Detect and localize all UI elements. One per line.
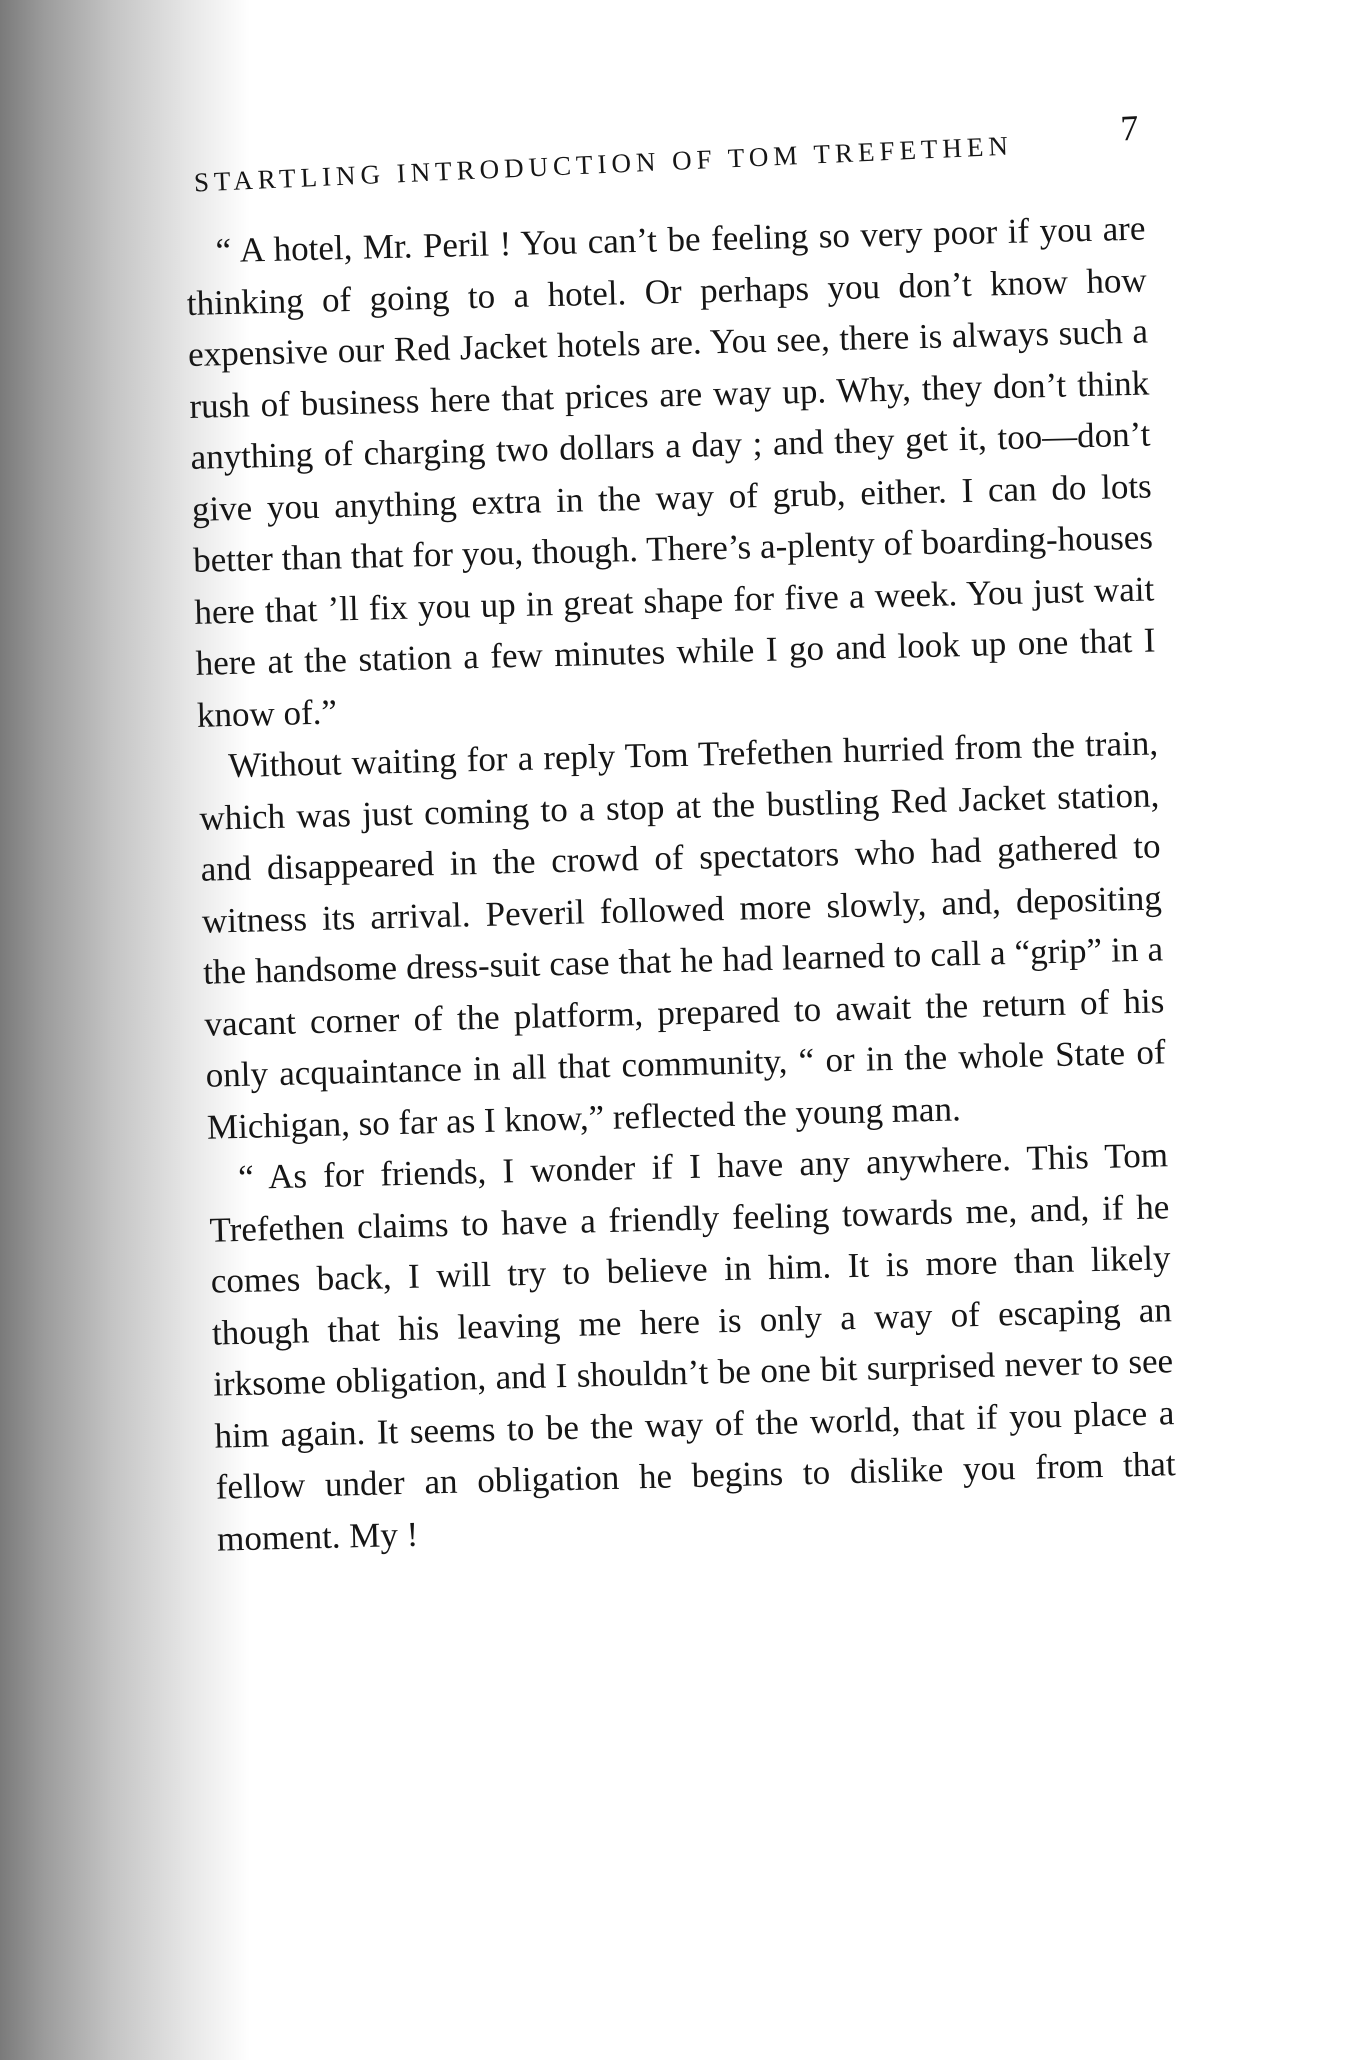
book-page bbox=[185, 107, 1177, 1565]
page-number: 7 bbox=[1119, 107, 1140, 149]
body-text bbox=[185, 203, 1177, 1565]
paragraph: “ A hotel, Mr. Peril ! You can’t be feeling so very poor if you are thinking of going to a hotel. Or perhaps you don’t know how expensive our Red Jacket hotels are. You see, there is always such a rush of business here that prices are way up. Why, they don’t think anything of charging two dollars a day ; and they get it, too—don’t give you anything extra in the way of grub, either. I can do lots better than that for you, though. There’s a-plenty of boarding-houses here that ’ll fix you up in great shape for five a week. You just wait here at the station a few minutes while I go and look up one that I know of.” bbox=[186, 208, 1156, 735]
paragraph: “ As for friends, I wonder if I have any anywhere. This Tom Trefethen claims to have a friendly feeling towards me, and, if he comes back, I will try to believe in him. It is more than likely though that his leaving me here is only a way of escaping an irksome obligation, and I shouldn’t be one bit surprised never to see him again. It seems to be the way of the world, that if you place a fellow under an obligation he begins to dislike you from that moment. My ! bbox=[209, 1135, 1177, 1559]
paragraph: Without waiting for a reply Tom Trefethen hurried from the train, which was just coming to a stop at the bustling Red Jacket station, and disappeared in the crowd of spectators who had gathered to witness its arrival. Peveril followed more slowly, and, depositing the handsome dress-suit case that he had learned to call a “grip” in a vacant corner of the platform, prepared to await the return of his only acquaintance in all that community, “ or in the whole State of Michigan, so far as I know,” reflected the young man. bbox=[198, 723, 1166, 1147]
running-head bbox=[182, 107, 1144, 206]
running-head-title: STARTLING INTRODUCTION OF TOM TREFETHEN bbox=[193, 130, 1014, 198]
